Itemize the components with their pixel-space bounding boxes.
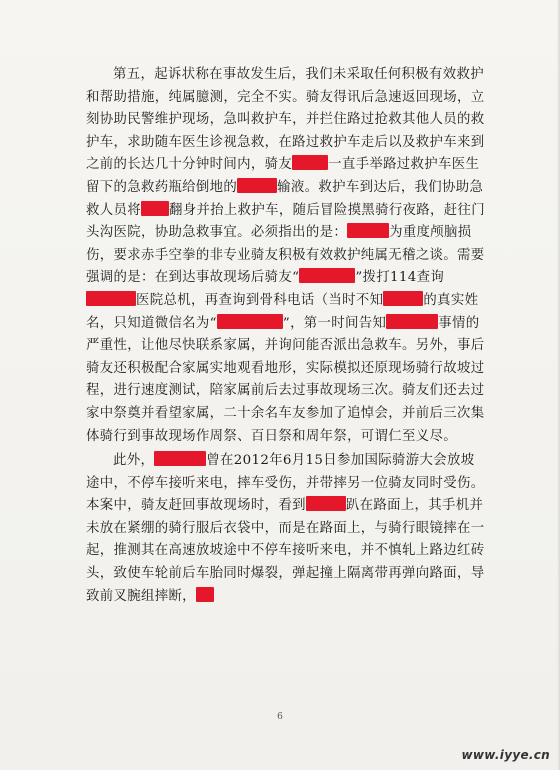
- text-segment: 趴在路面上，其手机并未放在紧绷的骑行服后衣袋中，而是在路面上，与骑行眼镜摔在一起，推测其在高速放坡途中不停车接听来电，并不慎轧上路边红砖头，致使车轮前后车胎同时爆裂，弹起撞上隔离带再弹向路面，导致前叉腕组摔断，: [86, 498, 485, 604]
- redaction-mark: [196, 587, 214, 602]
- text-segment: ”，第一时间告知: [282, 315, 387, 331]
- redaction-mark: [217, 314, 283, 329]
- redaction-mark: [237, 178, 277, 193]
- text-segment: ”拨打114查询: [355, 270, 445, 286]
- text-segment: 医院总机，再查询到骨科电话（当时不知: [136, 292, 384, 308]
- watermark: www.iyye.cn: [461, 748, 550, 762]
- redaction-mark: [386, 314, 438, 329]
- paragraph-fifth-point: [86, 64, 486, 448]
- redaction-mark: [86, 291, 136, 306]
- text-segment: 的真实姓名，只知道微信名为“: [86, 292, 479, 331]
- redaction-mark: [154, 451, 206, 466]
- text-segment: 事情的严重性，让他尽快联系家属，并询问能否派出急救车。另外，事后骑友还积极配合家属实地观看地形，实际模拟还原现场骑行故坡过程，进行速度测试，陪家属前后去过事故现场三次。骑友们还去过家中祭奠并看望家属，二十余名车友参加了追悼会，并前后三次集体骑行到事故现场作周祭、百日祭和周年祭，可谓仁至义尽。: [86, 315, 485, 444]
- redaction-mark: [292, 155, 328, 170]
- paragraph-additionally: [86, 450, 486, 608]
- text-segment: 第五，起诉状称在事故发生后，我们未采取任何积极有效救护和帮助措施，纯属臆测，完全不实。骑友得讯后急速返回现场，立刻协助民警维护现场，急叫救护车，并拦住路过抢救其他人员的救护车，求助随车医生诊视急救，在路过救护车走后以及救护车来到之前的长达几十分钟时间内，骑友: [86, 67, 485, 173]
- document-body: [86, 64, 486, 608]
- text-segment: 输液。救护车到达后，我们协助急救人员将: [86, 179, 484, 218]
- redaction-mark: [141, 201, 169, 216]
- text-segment: 为重度颅脑损伤，要求赤手空拳的非专业骑友积极有效救护纯属无稽之谈。需要强调的是：在到达事故现场后骑友“: [86, 225, 485, 286]
- text-segment: 一直手举路过救护车医生留下的急救药瓶给倒地的: [86, 157, 480, 195]
- redaction-mark: [299, 268, 355, 283]
- text-segment: 曾在2012年6月15日参加国际骑游大会放坡途中，不停车接听来电，摔车受伤，并带摔另一位骑友同时受伤。本案中，骑友赶回事故现场时，看到: [86, 453, 485, 514]
- redaction-mark: [383, 291, 423, 306]
- redaction-mark: [347, 223, 389, 238]
- text-segment: 翻身并抬上救护车，随后冒险摸黑骑行夜路，赶往门头沟医院，协助急救事宜。必须指出的是：: [86, 202, 486, 241]
- redaction-mark: [306, 496, 346, 511]
- text-segment: 此外，: [113, 453, 155, 469]
- page-number: 6: [277, 712, 283, 722]
